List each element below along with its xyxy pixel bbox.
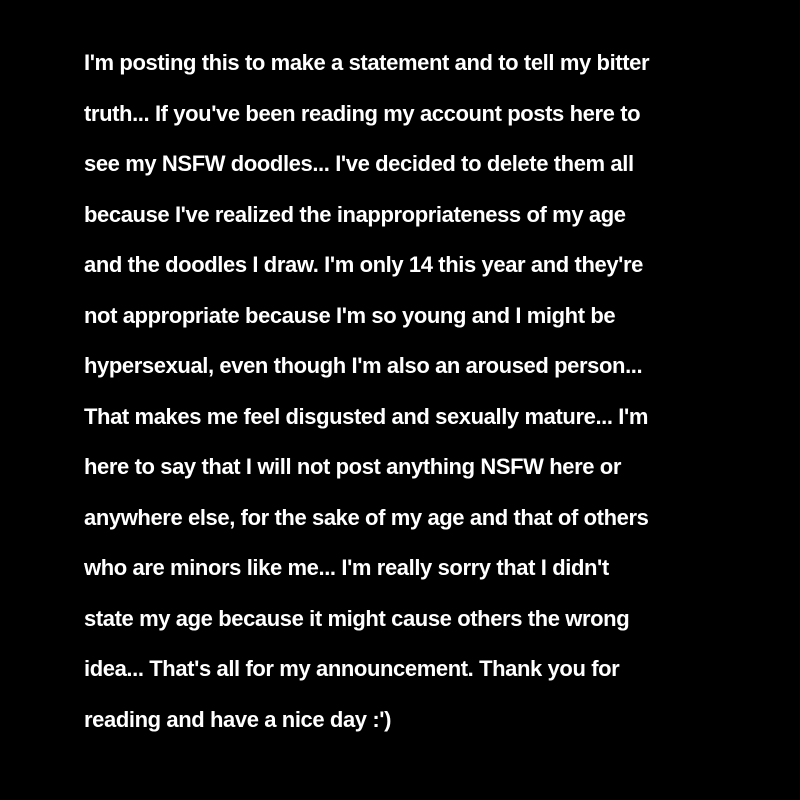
text-line: That makes me feel disgusted and sexually mature... I'm (84, 403, 648, 429)
text-line: not appropriate because I'm so young and I might be (84, 302, 616, 328)
text-line: truth... If you've been reading my account posts here to (84, 100, 641, 126)
text-line: here to say that I will not post anything NSFW here or (84, 454, 622, 479)
text-line: state my age because it might cause others the wrong (84, 605, 630, 631)
announcement-text (84, 38, 760, 745)
text-line: who are minors like me... I'm really sorry that I didn't (84, 555, 609, 580)
text-line: because I've realized the inappropriateness of my age (84, 201, 626, 227)
text-line: I'm posting this to make a statement and to tell my bitter (84, 50, 650, 75)
text-line: and the doodles I draw. I'm only 14 this year and they're (84, 252, 643, 277)
text-line: reading and have a nice day :') (84, 706, 392, 732)
text-line: idea... That's all for my announcement. Thank you for (84, 656, 620, 681)
text-line: see my NSFW doodles... I've decided to delete them all (84, 151, 634, 176)
text-line: hypersexual, even though I'm also an aroused person... (84, 353, 643, 378)
text-line: anywhere else, for the sake of my age and that of others (84, 504, 649, 530)
